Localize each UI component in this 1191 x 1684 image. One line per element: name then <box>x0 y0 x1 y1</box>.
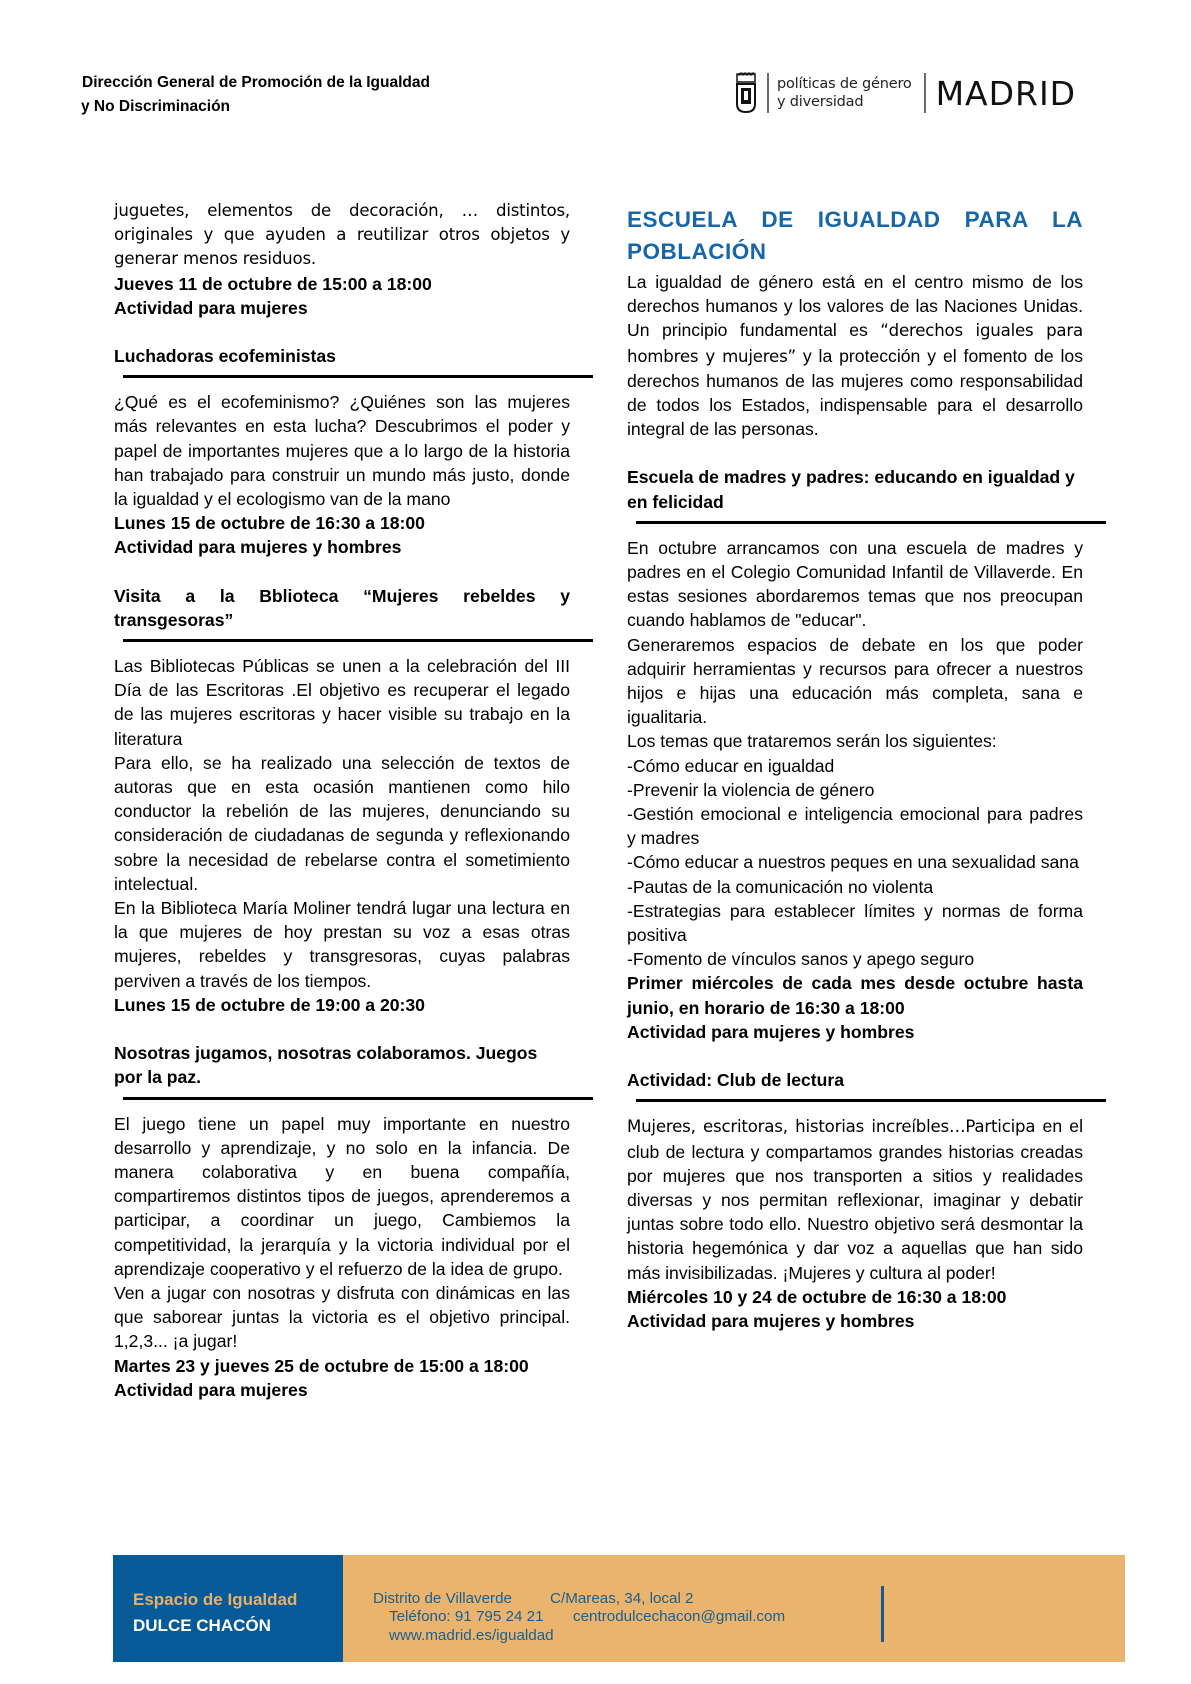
event-audience: Actividad para mujeres y hombres <box>627 1310 915 1331</box>
topic-item: -Cómo educar a nuestros peques en una sexualidad sana <box>627 852 1079 873</box>
logo-subtitle <box>777 75 912 111</box>
section-body: Las Bibliotecas Públicas se unen a la celebración del III Día de las Escritoras .El objetivo es recuperar el legado de las mujeres escritoras y hacer visible su trabajo en la literatura <box>114 656 570 749</box>
section-title: Luchadoras ecofeministas <box>114 346 336 367</box>
footer-brand-block <box>113 1555 343 1662</box>
section-title: Nosotras jugamos, nosotras colaboramos. Juegos por la paz. <box>114 1043 538 1088</box>
main-title: ESCUELA DE IGUALDAD PARA LA POBLACIÓN <box>627 207 1083 264</box>
footer-website[interactable]: www.madrid.es/igualdad <box>389 1627 554 1644</box>
event-date: Jueves 11 de octubre de 15:00 a 18:00 <box>114 273 432 294</box>
section-lead: Mujeres, escritoras, historias increíbles…Participa <box>627 1117 1036 1137</box>
section-title: Escuela de madres y padres: educando en igualdad y en felicidad <box>627 467 1075 512</box>
organization-name-line1: Dirección General de Promoción de la Igualdad <box>82 74 430 91</box>
intro-text: La igualdad de género está en el centro mismo de los derechos humanos y los valores de las Naciones Unidas. Un principio fundamental es <box>627 272 1083 341</box>
section-body: ¿Qué es el ecofeminismo? ¿Quiénes son las mujeres más relevantes en esta lucha? Descubrimos el poder y papel de importantes mujeres que a lo largo de la historia han trabajado para construir un mundo más justo, donde la igualdad y el ecologismo van de la mano <box>114 392 570 510</box>
intro-text: juguetes, elementos de decoración, … distintos, originales y que ayuden a reutilizar otros objetos y generar menos residuos. <box>114 201 570 269</box>
logo-divider <box>767 73 769 113</box>
section-body: En octubre arrancamos con una escuela de madres y padres en el Colegio Comunidad Infantil de Villaverde. En estas sesiones abordaremos temas que nos preocupan cuando hablamos de "educar". <box>627 537 1083 631</box>
event-date: Lunes 15 de octubre de 16:30 a 18:00 <box>114 513 425 534</box>
section-body <box>627 1114 1083 1284</box>
footer-divider <box>881 1586 884 1642</box>
topic-item: -Prevenir la violencia de género <box>627 779 875 800</box>
intro-text: y la protección y el fomento de los derechos humanos de las mujeres como responsabilidad de todos los Estados, indispensable para el desarrollo integral de las personas. <box>627 345 1084 440</box>
madrid-logo <box>735 70 1076 116</box>
space-name: DULCE CHACÓN <box>133 1616 271 1635</box>
topic-item: -Pautas de la comunicación no violenta <box>627 876 934 897</box>
logo-divider <box>924 73 926 113</box>
section-body-text: en el club de lectura y compartamos grandes historias creadas por mujeres que nos transporten a sitios y realidades diversas y nos permitan reflexionar, imaginar y debatir juntas sobre todo ello. Nuestro objetivo será desmontar la historia hegemónica y dar voz a aquellas que han sido más invisibilizadas. ¡Mujeres y cultura al poder! <box>627 1116 1083 1283</box>
right-column <box>627 204 1083 1333</box>
topic-item: -Fomento de vínculos sanos y apego seguro <box>627 949 975 970</box>
event-audience: Actividad para mujeres <box>114 297 308 318</box>
footer-phone: Teléfono: 91 795 24 21 <box>389 1608 544 1625</box>
logo-city-name: MADRID <box>935 73 1077 113</box>
section-title: Actividad: Club de lectura <box>627 1070 845 1091</box>
section-divider <box>123 1097 593 1100</box>
event-date: Primer miércoles de cada mes desde octubre hasta junio, en horario de 16:30 a 18:00 <box>627 973 1083 1018</box>
section-divider <box>636 1099 1106 1102</box>
madrid-coat-of-arms-icon <box>735 72 757 114</box>
section-divider <box>123 639 593 642</box>
logo-subtitle-line1: políticas de género <box>777 76 912 92</box>
section-body: Generaremos espacios de debate en los que poder adquirir herramientas y recursos para ofrecer a nuestros hijos e hijas una educación más completa, sana e igualitaria. <box>627 634 1083 728</box>
organization-name-line2: y No Discriminación <box>81 98 231 115</box>
space-label: Espacio de Igualdad <box>133 1590 298 1609</box>
footer-address: C/Mareas, 34, local 2 <box>550 1590 694 1607</box>
event-audience: Actividad para mujeres y hombres <box>627 1021 915 1042</box>
section-divider <box>123 375 593 378</box>
left-column <box>114 199 570 1402</box>
footer-district: Distrito de Villaverde <box>373 1590 513 1607</box>
footer-banner <box>113 1555 1125 1662</box>
logo-subtitle-line2: y diversidad <box>777 94 864 110</box>
intro-quote: “derechos iguales para hombres y mujeres” <box>627 321 1083 366</box>
section-divider <box>636 521 1106 524</box>
section-body: El juego tiene un papel muy importante en nuestro desarrollo y aprendizaje, y no solo en la infancia. De manera colaborativa y en buena compañía, compartiremos distintos tipos de juegos, aprenderemos a participar, a coordinar un juego, Cambiemos la competitividad, la jerarquía y la victoria individual por el aprendizaje cooperativo y el refuerzo de la idea de grupo. <box>114 1113 570 1279</box>
event-audience: Actividad para mujeres y hombres <box>114 537 402 558</box>
topic-item: -Estrategias para establecer límites y normas de forma positiva <box>627 900 1083 946</box>
intro-paragraph <box>627 270 1083 441</box>
footer-email[interactable]: centrodulcechacon@gmail.com <box>573 1608 786 1625</box>
topic-item: -Gestión emocional e inteligencia emocional para padres y madres <box>627 804 1083 849</box>
topic-item: -Cómo educar en igualdad <box>627 755 835 776</box>
section-title: Visita a la Bblioteca “Mujeres rebeldes y transgesoras” <box>114 585 570 630</box>
section-body: En la Biblioteca María Moliner tendrá lugar una lectura en la que mujeres de hoy prestan su voz a esas otras mujeres, rebeldes y transgresoras, cuyas palabras perviven a través de los tiempos. <box>114 898 570 991</box>
section-body: Para ello, se ha realizado una selección de textos de autoras que en esta ocasión mantienen como hilo conductor la rebelión de las mujeres, denunciando su consideración de ciudadanas de segunda y reflexionando sobre la necesidad de rebelarse contra el sometimiento intelectual. <box>114 752 570 894</box>
section-body: Ven a jugar con nosotras y disfruta con dinámicas en las que saborear juntas la victoria es el objetivo principal. 1,2,3... ¡a jugar! <box>114 1282 570 1352</box>
event-audience: Actividad para mujeres <box>114 1379 308 1400</box>
section-body: Los temas que trataremos serán los siguientes: <box>627 731 997 752</box>
event-date: Miércoles 10 y 24 de octubre de 16:30 a 18:00 <box>627 1286 1007 1307</box>
event-date: Martes 23 y jueves 25 de octubre de 15:00 a 18:00 <box>114 1355 529 1376</box>
organization-name <box>82 71 430 119</box>
event-date: Lunes 15 de octubre de 19:00 a 20:30 <box>114 994 425 1015</box>
